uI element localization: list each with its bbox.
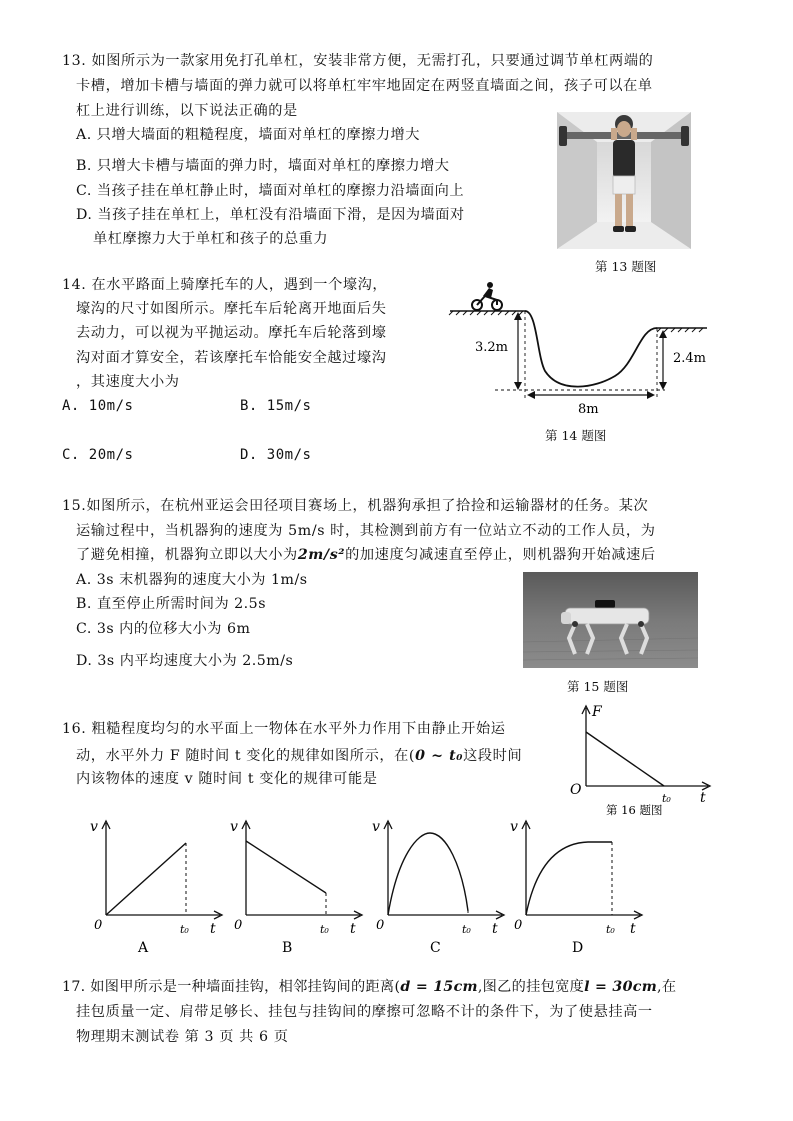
t0-label: t₀ [320,923,329,936]
q15-line-1: 15.如图所示，在杭州亚运会田径项目赛场上，机器狗承担了拾捡和运输器材的任务。某次 [62,498,649,514]
q13-line-1: 13. 如图所示为一款家用免打孔单杠，安装非常方便，无需打孔，只要通过调节单杠两端的 [62,53,654,69]
accel-value: 2m/s² [297,547,346,563]
q14-line-3: 去动力，可以视为平抛运动。摩托车后轮落到壕 [76,325,387,341]
q13-line-2: 卡槽，增加卡槽与墙面的弹力就可以将单杠牢牢地固定在两竖直墙面之间，孩子可以在单 [76,78,653,94]
t-axis-label: t [210,921,216,937]
t0-label: t₀ [662,792,671,805]
q13-option-c: C. 当孩子挂在单杠静止时，墙面对单杠的摩擦力沿墙面向上 [76,183,465,199]
q14-caption: 第 14 题图 [545,428,607,443]
option-letter: B [282,940,293,956]
v-axis-label: v [510,819,518,835]
q15-line-3: 了避免相撞，机器狗立即以大小为2m/s²的加速度匀减速直至停止，则机器狗开始减速后 [76,547,656,563]
q17-line-1: 17. 如图甲所示是一种墙面挂钩，相邻挂钩间的距离(d = 15cm,图乙的挂包宽度l = 30cm,在 [62,979,677,995]
velocity-graph-d [508,815,650,960]
force-time-graph [568,702,718,818]
origin-label: 0 [376,918,385,933]
d-value: d = 15cm [400,979,478,995]
q13-option-d: D. 当孩子挂在单杠上，单杠没有沿墙面下滑，是因为墙面对 [76,207,465,223]
width-label: 8m [578,402,599,417]
velocity-graph-a [88,815,230,960]
v-axis-label: v [230,819,238,835]
t-axis-label: t [350,921,356,937]
q16-caption: 第 16 题图 [606,803,663,817]
q17-line-2: 挂包质量一定、肩带足够长、挂包与挂钩间的摩擦可忽略不计的条件下，为了使悬挂高一 [76,1004,653,1020]
origin-label: 0 [94,918,103,933]
pullup-bar-photo [557,112,691,249]
right-height-label: 2.4m [673,351,707,366]
ditch-diagram [445,276,715,422]
time-range: 0 ~ t₀ [415,748,464,764]
origin-label: 0 [234,918,243,933]
l-value: l = 30cm [584,979,658,995]
origin-label: 0 [514,918,523,933]
q13-option-d-cont: 单杠摩擦力大于单杠和孩子的总重力 [93,231,329,247]
page-footer: 物理期末测试卷 第 3 页 共 6 页 [76,1029,289,1045]
option-letter: A [138,940,149,956]
left-height-label: 3.2m [475,340,509,355]
q14-option-d: D. 30m/s [240,447,312,463]
q16-line-1: 16. 粗糙程度均匀的水平面上一物体在水平外力作用下由静止开始运 [62,721,506,737]
option-letter: C [430,940,441,956]
q15-option-d: D. 3s 内平均速度大小为 2.5m/s [76,653,294,669]
q14-line-4: 沟对面才算安全，若该摩托车恰能安全越过壕沟 [76,350,387,366]
origin-label: O [570,782,582,798]
t-axis-label: t [492,921,498,937]
q14-option-c: C. 20m/s [62,447,134,463]
t-axis-label: t [630,921,636,937]
option-letter: D [572,940,584,956]
q15-option-a: A. 3s 末机器狗的速度大小为 1m/s [76,572,308,588]
v-axis-label: v [90,819,98,835]
v-axis-label: v [372,819,380,835]
f-axis-label: F [592,704,602,720]
q14-option-b: B. 15m/s [240,398,312,414]
t0-label: t₀ [180,923,189,936]
q13-option-a: A. 只增大墙面的粗糙程度，墙面对单杠的摩擦力增大 [76,127,420,143]
q13-option-b: B. 只增大卡槽与墙面的弹力时，墙面对单杠的摩擦力增大 [76,158,450,174]
q15-line-2: 运输过程中，当机器狗的速度为 5m/s 时，其检测到前方有一位站立不动的工作人员，为 [76,523,656,539]
q14-line-2: 壕沟的尺寸如图所示。摩托车后轮离开地面后失 [76,301,387,317]
t-axis-label: t [700,790,706,806]
velocity-graph-b [228,815,370,960]
robot-dog-photo [523,572,698,668]
q14-option-a: A. 10m/s [62,398,134,414]
q15-caption: 第 15 题图 [567,679,629,694]
q14-line-5: ，其速度大小为 [76,374,180,390]
q16-line-3: 内该物体的速度 v 随时间 t 变化的规律可能是 [76,771,378,787]
q15-option-c: C. 3s 内的位移大小为 6m [76,621,251,637]
q15-option-b: B. 直至停止所需时间为 2.5s [76,596,266,612]
t0-label: t₀ [462,923,471,936]
motorcycle-icon [472,282,502,310]
q13-line-3: 杠上进行训练，以下说法正确的是 [76,103,298,119]
q14-line-1: 14. 在水平路面上骑摩托车的人，遇到一个壕沟， [62,277,388,293]
velocity-graph-c [370,815,512,960]
q16-line-2: 动，水平外力 F 随时间 t 变化的规律如图所示，在(0 ~ t₀这段时间 [76,748,523,764]
q13-caption: 第 13 题图 [595,259,657,274]
t0-label: t₀ [606,923,615,936]
